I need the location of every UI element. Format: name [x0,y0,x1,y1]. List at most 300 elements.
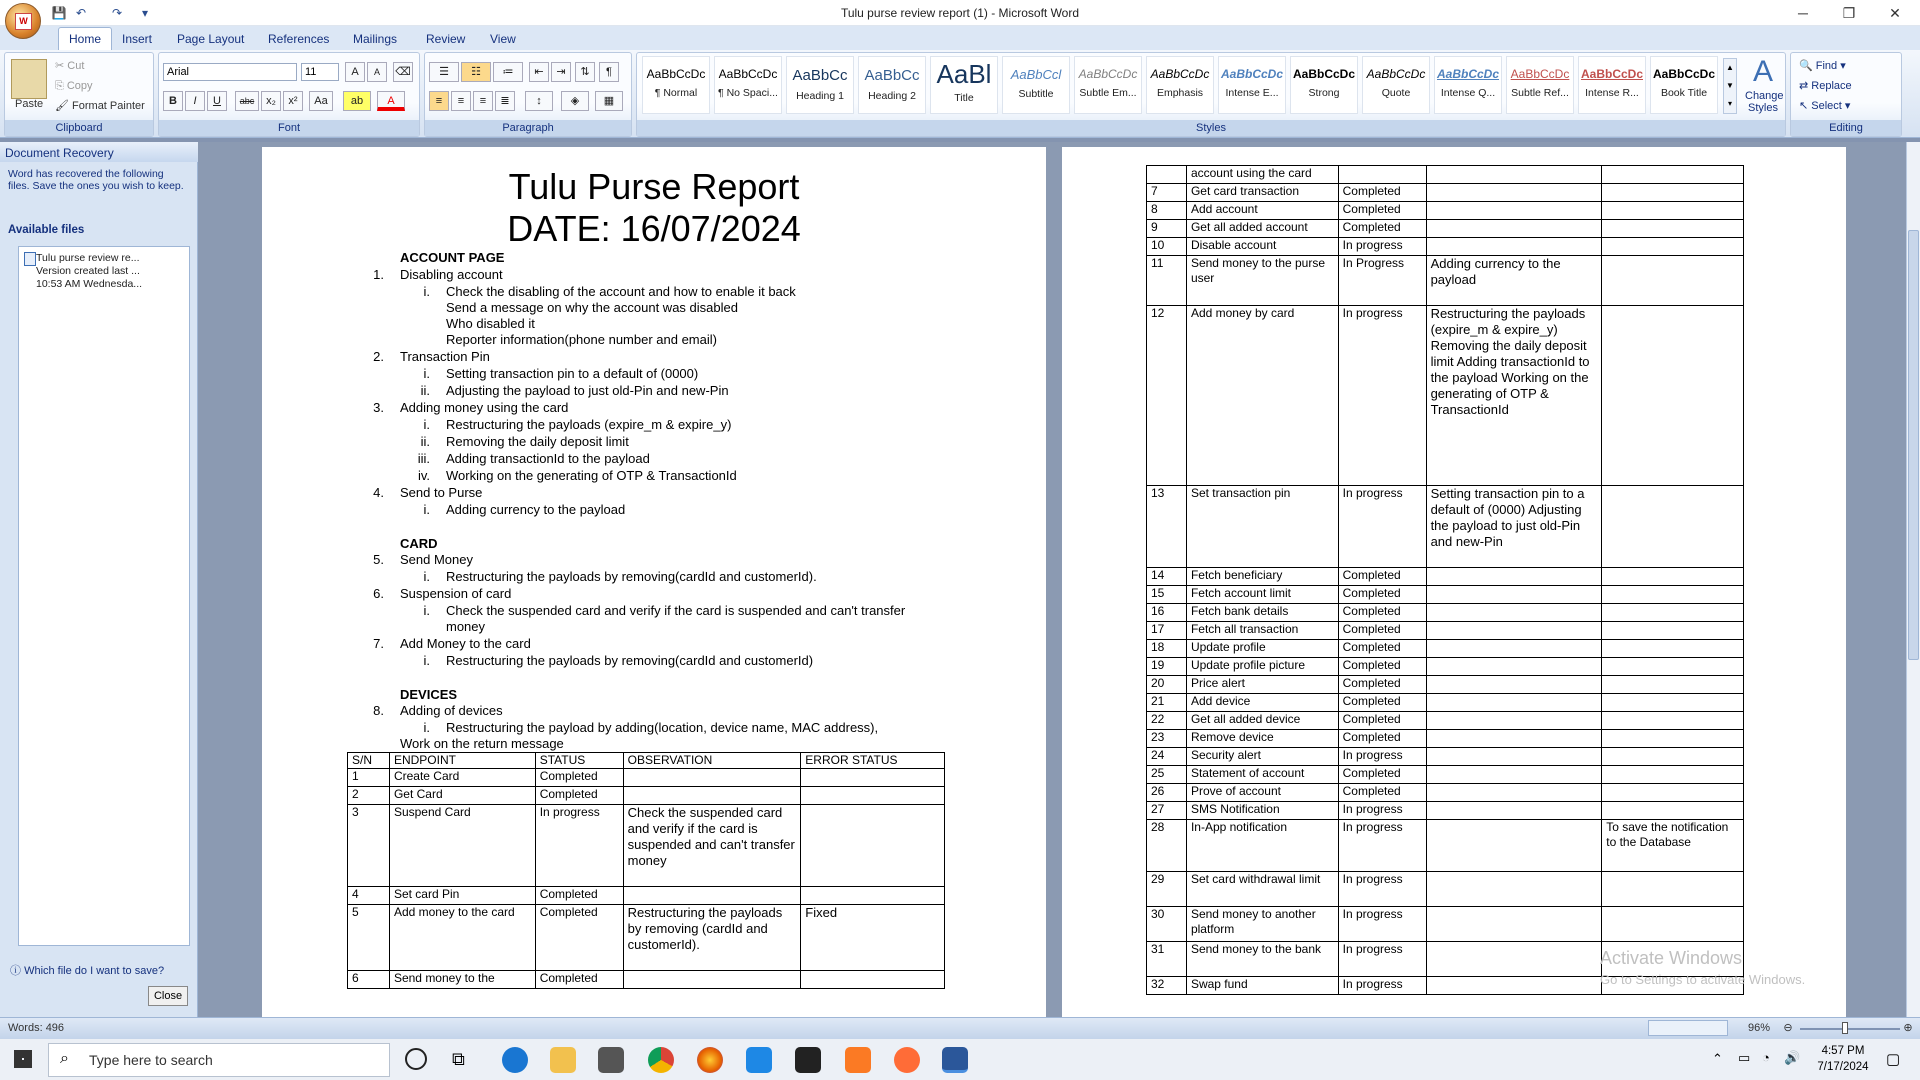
table-cell-st: In progress [1338,872,1426,907]
zoom-slider[interactable] [1800,1028,1900,1030]
select-button[interactable]: ↖ Select ▾ [1799,100,1851,112]
table-cell-st: Completed [1338,220,1426,238]
table-cell-ep: Statement of account [1186,766,1338,784]
show-formatting-icon[interactable]: ¶ [599,62,619,82]
table-cell-ob [1426,640,1602,658]
format-painter-label: Format Painter [72,100,145,112]
editing-group [1790,52,1902,137]
style-emphasis[interactable] [1146,56,1214,114]
style-preview: AaBbCcDc [646,67,706,81]
list-item: Restructuring the payload by adding(location, device name, MAC address), [446,720,879,735]
numbering-icon[interactable]: ☷ [461,62,491,82]
office-logo-icon: W [15,13,32,30]
table-cell-ob: Restructuring the payloads by removing (cardId and customerId). [623,905,801,971]
table-cell-st: Completed [535,905,623,971]
mail-icon[interactable] [598,1047,624,1073]
list-number: ii. [420,383,430,398]
table-cell-sn: 32 [1147,977,1187,995]
table-cell-ob [1426,568,1602,586]
word-count[interactable]: Words: 496 [8,1022,65,1034]
taskbar-search-input[interactable]: Type here to search [48,1043,390,1077]
style-name: Quote [1381,87,1411,99]
style-preview: AaBbCcl [1010,67,1062,82]
table-cell-ep: Update profile [1186,640,1338,658]
table-cell-er [801,887,945,905]
table-row [1147,486,1744,568]
table-cell-er: Fixed [801,905,945,971]
list-number: 2. [373,349,384,364]
table-cell-st: In progress [1338,486,1426,568]
table-cell-ep: Get card transaction [1186,184,1338,202]
table-cell-er [1602,256,1744,306]
table-cell-er [801,787,945,805]
table-cell-er [1602,166,1744,184]
redo-icon[interactable]: ↷ [111,6,123,20]
styles-scroll-icon[interactable]: ▲ ▼ ▾ [1723,58,1737,114]
table-cell-ep: Fetch bank details [1186,604,1338,622]
style-intense-q[interactable] [1434,56,1502,114]
table-cell-ep: Send money to the [389,971,535,989]
table-cell-er [1602,604,1744,622]
tab-page-layout[interactable]: Page Layout [177,32,245,46]
table-cell-st: In progress [1338,977,1426,995]
table-cell-st: In progress [1338,306,1426,486]
endpoint-table-part1 [347,752,945,989]
table-row [348,787,945,805]
list-number: iv. [417,468,430,483]
task-view-icon[interactable]: ⧉ [452,1049,465,1069]
list-item: Adding money using the card [400,400,569,415]
style-heading-2[interactable] [858,56,926,114]
list-number: i. [423,366,430,381]
justify-icon[interactable]: ≣ [495,91,515,111]
align-center-icon[interactable]: ≡ [451,91,471,111]
table-cell-ep: Send money to another platform [1186,907,1338,942]
table-cell-ob [1426,784,1602,802]
wifi-icon[interactable]: ◔ [1762,1050,1770,1065]
vertical-scrollbar[interactable] [1906,142,1920,1017]
align-right-icon[interactable]: ≡ [473,91,493,111]
table-row [1147,166,1744,184]
style-quote[interactable] [1362,56,1430,114]
table-cell-ep: Send money to the bank [1186,942,1338,977]
table-cell-sn: 20 [1147,676,1187,694]
document-page-1[interactable] [262,147,1046,1017]
style-preview: AaBl [936,59,992,89]
postman-icon[interactable] [894,1047,920,1073]
cut-button[interactable]: ✂ Cut [55,60,85,72]
table-row [1147,730,1744,748]
doc-date: DATE: 16/07/2024 [507,208,801,249]
align-left-icon[interactable]: ≡ [429,91,449,111]
style-preview: AaBbCcDc [1580,67,1643,81]
scrollbar-thumb[interactable] [1908,230,1919,660]
table-cell-ob [1426,766,1602,784]
list-number: 7. [373,636,384,651]
highlight-button[interactable]: ab [343,91,371,111]
table-cell-ep: Update profile picture [1186,658,1338,676]
minimize-button[interactable]: ─ [1798,5,1808,21]
table-cell-st: In Progress [1338,256,1426,306]
change-styles-button[interactable] [1745,54,1784,114]
office-button[interactable] [5,3,41,39]
table-cell-er [1602,220,1744,238]
table-cell-sn: 11 [1147,256,1187,306]
table-cell-er [1602,184,1744,202]
list-item: money [446,619,486,634]
table-cell-st: Completed [535,787,623,805]
list-item: Reporter information(phone number and email) [446,332,717,347]
bold-button[interactable]: B [163,91,183,111]
table-cell-er [1602,907,1744,942]
style-subtitle[interactable] [1002,56,1070,114]
table-cell-ep: account using the card [1186,166,1338,184]
file-version: Version created last ... [36,265,140,277]
table-cell-sn: 18 [1147,640,1187,658]
available-files-heading: Available files [8,224,85,236]
list-number: i. [423,502,430,517]
table-cell-ob [1426,604,1602,622]
undo-icon[interactable]: ↶ [75,6,87,20]
table-cell-st: In progress [535,805,623,887]
table-cell-sn: 7 [1147,184,1187,202]
table-cell-ob [1426,907,1602,942]
file-explorer-icon[interactable] [550,1047,576,1073]
table-cell-sn: 21 [1147,694,1187,712]
table-header: ERROR STATUS [801,753,945,769]
style-name: Heading 1 [796,90,844,102]
zoom-out-icon[interactable]: ⊖ [1783,1022,1793,1034]
style-preview: AaBbCcDc [1078,67,1138,81]
table-cell-ep: Price alert [1186,676,1338,694]
table-cell-ob: Check the suspended card and verify if the card is suspended and can't transfer money [623,805,801,887]
sort-icon[interactable]: ⇅ [575,62,595,82]
style-name: Intense E... [1225,87,1279,99]
list-number: 6. [373,586,384,601]
clock-time: 4:57 PM [1821,1045,1865,1057]
table-cell-ob [1426,202,1602,220]
table-row [348,905,945,971]
paste-button[interactable]: Paste [15,98,44,110]
close-button[interactable]: ✕ [1889,5,1901,21]
style-preview: AaBbCcDc [1436,67,1499,81]
paragraph-group [424,52,632,137]
list-item: Send a message on why the account was disabled [446,300,738,315]
battery-icon[interactable]: ▭ [1738,1050,1751,1065]
list-item: Add Money to the card [400,636,531,651]
list-item: Adding of devices [400,703,503,718]
table-cell-st: In progress [1338,748,1426,766]
table-cell-er [1602,748,1744,766]
edge-icon[interactable] [502,1047,528,1073]
recovery-description: Word has recovered the following files. Save the ones you wish to keep. [8,168,184,192]
style-name: Intense Q... [1440,87,1496,99]
file-time: 10:53 AM Wednesda... [36,278,143,290]
subscript-button[interactable]: x₂ [261,91,281,111]
tab-mailings[interactable]: Mailings [353,32,398,46]
table-cell-st: Completed [1338,568,1426,586]
tray-chevron-icon[interactable]: ⌃ [1712,1051,1723,1066]
table-cell-ep: Remove device [1186,730,1338,748]
firefox-icon[interactable] [697,1047,723,1073]
table-cell-st: Completed [1338,184,1426,202]
paragraph-group-label: Paragraph [425,120,631,136]
find-button[interactable]: 🔍 Find ▾ [1799,60,1846,72]
table-row [1147,604,1744,622]
shrink-font-button[interactable]: A [367,62,387,82]
select-label: Select [1811,100,1842,112]
table-cell-sn: 15 [1147,586,1187,604]
table-cell-ob [1426,748,1602,766]
table-cell-er [801,971,945,989]
tab-insert[interactable]: Insert [122,32,153,46]
table-cell-ob: Setting transaction pin to a default of (0000) Adjusting the payload to just old-Pin and new-Pin [1426,486,1602,568]
list-item: Adjusting the payload to just old-Pin and new-Pin [446,383,729,398]
table-row [1147,256,1744,306]
list-number: i. [423,603,430,618]
table-cell-st: Completed [1338,676,1426,694]
table-cell-er [1602,730,1744,748]
xampp-icon[interactable] [845,1047,871,1073]
qat-customize-icon[interactable]: ▾ [141,6,149,20]
table-cell-ep: Fetch all transaction [1186,622,1338,640]
table-cell-sn: 25 [1147,766,1187,784]
table-cell-st: Completed [1338,658,1426,676]
superscript-button[interactable]: x² [283,91,303,111]
clipboard-group-label: Clipboard [5,120,153,136]
table-cell-st: Completed [1338,586,1426,604]
table-cell-er [1602,306,1744,486]
table-cell-st: In progress [1338,907,1426,942]
table-cell-sn: 27 [1147,802,1187,820]
list-item: Send to Purse [400,485,483,500]
table-cell-ep: Swap fund [1186,977,1338,995]
style-subtle-ref[interactable] [1506,56,1574,114]
copy-button[interactable]: ⎘ Copy [55,80,93,92]
decrease-indent-icon[interactable]: ⇤ [529,62,549,82]
table-cell-sn: 2 [348,787,390,805]
change-case-button[interactable]: Aa [309,91,333,111]
windows-start-icon[interactable] [14,1050,32,1068]
table-cell-er [1602,784,1744,802]
style-heading-1[interactable] [786,56,854,114]
table-cell-st: Completed [1338,622,1426,640]
list-number: i. [423,417,430,432]
recovered-file-item[interactable] [36,252,172,291]
list-item: Send Money [400,552,473,567]
multilevel-list-icon[interactable]: ≔ [493,62,523,82]
table-cell-sn: 28 [1147,820,1187,872]
table-cell-ep: Set transaction pin [1186,486,1338,568]
table-row [348,971,945,989]
recovered-file-list [18,246,190,946]
table-cell-er [1602,640,1744,658]
terminal-icon[interactable] [795,1047,821,1073]
clock-date: 7/17/2024 [1817,1061,1869,1073]
table-cell-ep: Prove of account [1186,784,1338,802]
style-preview: AaBbCcDc [718,67,778,81]
table-row [1147,586,1744,604]
style-preview: AaBbCcDc [1292,67,1355,81]
list-number: 1. [373,267,384,282]
borders-icon[interactable]: ▦ [595,91,623,111]
table-cell-ob [1426,220,1602,238]
style-normal[interactable] [642,56,710,114]
style-subtle-em[interactable] [1074,56,1142,114]
style-name: Emphasis [1156,87,1204,99]
table-cell-st: Completed [1338,766,1426,784]
table-cell-er [1602,486,1744,568]
table-cell-ep: Security alert [1186,748,1338,766]
font-family-select[interactable]: Arial [163,63,297,81]
bullets-icon[interactable]: ☰ [429,62,459,82]
table-cell-ep: Get all added device [1186,712,1338,730]
volume-icon[interactable]: 🔊 [1784,1050,1801,1065]
tab-references[interactable]: References [268,32,330,46]
view-buttons-icon[interactable] [1648,1020,1728,1036]
table-cell-er [1602,586,1744,604]
table-cell-er [1602,622,1744,640]
notification-icon[interactable]: ▢ [1886,1051,1901,1068]
table-cell-ep: Add money by card [1186,306,1338,486]
change-styles-icon: A [1752,55,1773,88]
recovery-help-link[interactable]: ⓘ Which file do I want to save? [10,965,165,977]
shading-icon[interactable]: ◈ [561,91,589,111]
table-cell-st: Completed [1338,604,1426,622]
document-page-2[interactable] [1062,147,1846,1017]
grow-font-button[interactable]: A [345,62,365,82]
paste-icon[interactable] [11,59,47,99]
format-painter-button[interactable]: 🖌 Format Painter [55,100,145,112]
style-name: Heading 2 [868,90,916,102]
table-cell-ob [1426,820,1602,872]
tab-review[interactable]: Review [426,32,466,46]
tab-home[interactable]: Home [58,27,112,50]
table-cell-sn: 24 [1147,748,1187,766]
underline-button[interactable]: U [207,91,227,111]
heading-account-page: ACCOUNT PAGE [400,250,505,265]
increase-indent-icon[interactable]: ⇥ [551,62,571,82]
italic-button[interactable]: I [185,91,205,111]
style-title[interactable] [930,56,998,114]
zoom-level[interactable]: 96% [1748,1022,1771,1034]
table-cell-sn: 12 [1147,306,1187,486]
style-preview: AaBbCc [792,67,848,84]
title-bar [0,0,1920,26]
clear-format-icon[interactable]: ⌫ [393,62,413,82]
table-cell-sn: 5 [348,905,390,971]
table-cell-er [1602,676,1744,694]
table-cell-ep: Set card Pin [389,887,535,905]
replace-button[interactable]: ⇄ Replace [1799,80,1852,92]
tab-view[interactable]: View [490,32,516,46]
table-cell-sn: 22 [1147,712,1187,730]
table-row [1147,872,1744,907]
table-header: S/N [348,753,390,769]
list-number: 8. [373,703,384,718]
table-row [1147,202,1744,220]
table-cell-er [1602,568,1744,586]
table-cell-er [1602,712,1744,730]
table-row [1147,802,1744,820]
list-item: Adding currency to the payload [446,502,626,517]
table-row [1147,820,1744,872]
list-item: Work on the return message [400,736,564,751]
clock[interactable] [1808,1043,1878,1075]
style-strong[interactable] [1290,56,1358,114]
list-number: 4. [373,485,384,500]
style-intense-r[interactable] [1578,56,1646,114]
style-name: Subtle Ref... [1511,87,1569,99]
search-icon: ⌕ [60,1050,69,1067]
word-taskbar-icon[interactable] [942,1047,968,1073]
table-cell-sn: 3 [348,805,390,887]
table-cell-sn [1147,166,1187,184]
table-header: ENDPOINT [389,753,535,769]
style-name: Title [954,92,974,104]
table-cell-st: In progress [1338,820,1426,872]
copy-label: Copy [66,80,93,92]
styles-group-label: Styles [637,120,1785,136]
font-group-label: Font [159,120,419,136]
table-row [1147,766,1744,784]
font-color-button[interactable]: A [377,91,405,111]
list-number: 3. [373,400,384,415]
list-number: 5. [373,552,384,567]
table-cell-st: In progress [1338,238,1426,256]
table-cell-sn: 6 [348,971,390,989]
replace-label: Replace [1811,80,1852,92]
list-item: Who disabled it [446,316,535,331]
table-cell-er [1602,202,1744,220]
table-header: STATUS [535,753,623,769]
style-preview: AaBbCcDc [1220,67,1283,81]
style-intense-e[interactable] [1218,56,1286,114]
strikethrough-button[interactable]: abc [235,91,259,111]
cortana-icon[interactable] [405,1048,427,1070]
table-cell-ep: Add device [1186,694,1338,712]
table-row [1147,748,1744,766]
table-cell-ob [1426,622,1602,640]
change-styles-label: Change Styles [1745,90,1784,114]
style-no-spaci[interactable] [714,56,782,114]
recovery-close-button[interactable]: Close [148,986,188,1006]
table-cell-er: To save the notification to the Database [1602,820,1744,872]
table-cell-ob [1426,658,1602,676]
restore-button[interactable]: ❐ [1842,5,1856,21]
table-cell-ep: Add account [1186,202,1338,220]
style-book-title[interactable] [1650,56,1718,114]
vscode-icon[interactable] [746,1047,772,1073]
list-item: Transaction Pin [400,349,490,364]
table-cell-sn: 1 [348,769,390,787]
heading-card: CARD [400,536,438,551]
zoom-slider-thumb[interactable] [1842,1022,1848,1034]
save-icon[interactable]: 💾 [51,6,67,20]
style-name: Strong [1308,87,1340,99]
list-item: Suspension of card [400,586,512,601]
line-spacing-icon[interactable]: ↕ [525,91,553,111]
font-size-select[interactable]: 11 [301,63,339,81]
zoom-in-icon[interactable]: ⊕ [1903,1022,1913,1034]
style-name: ¶ No Spaci... [718,87,778,99]
table-cell-sn: 29 [1147,872,1187,907]
list-number: i. [423,569,430,584]
help-label: Which file do I want to save? [24,965,165,977]
list-number: i. [423,653,430,668]
endpoint-table-part2 [1146,165,1744,995]
chrome-icon[interactable] [648,1047,674,1073]
